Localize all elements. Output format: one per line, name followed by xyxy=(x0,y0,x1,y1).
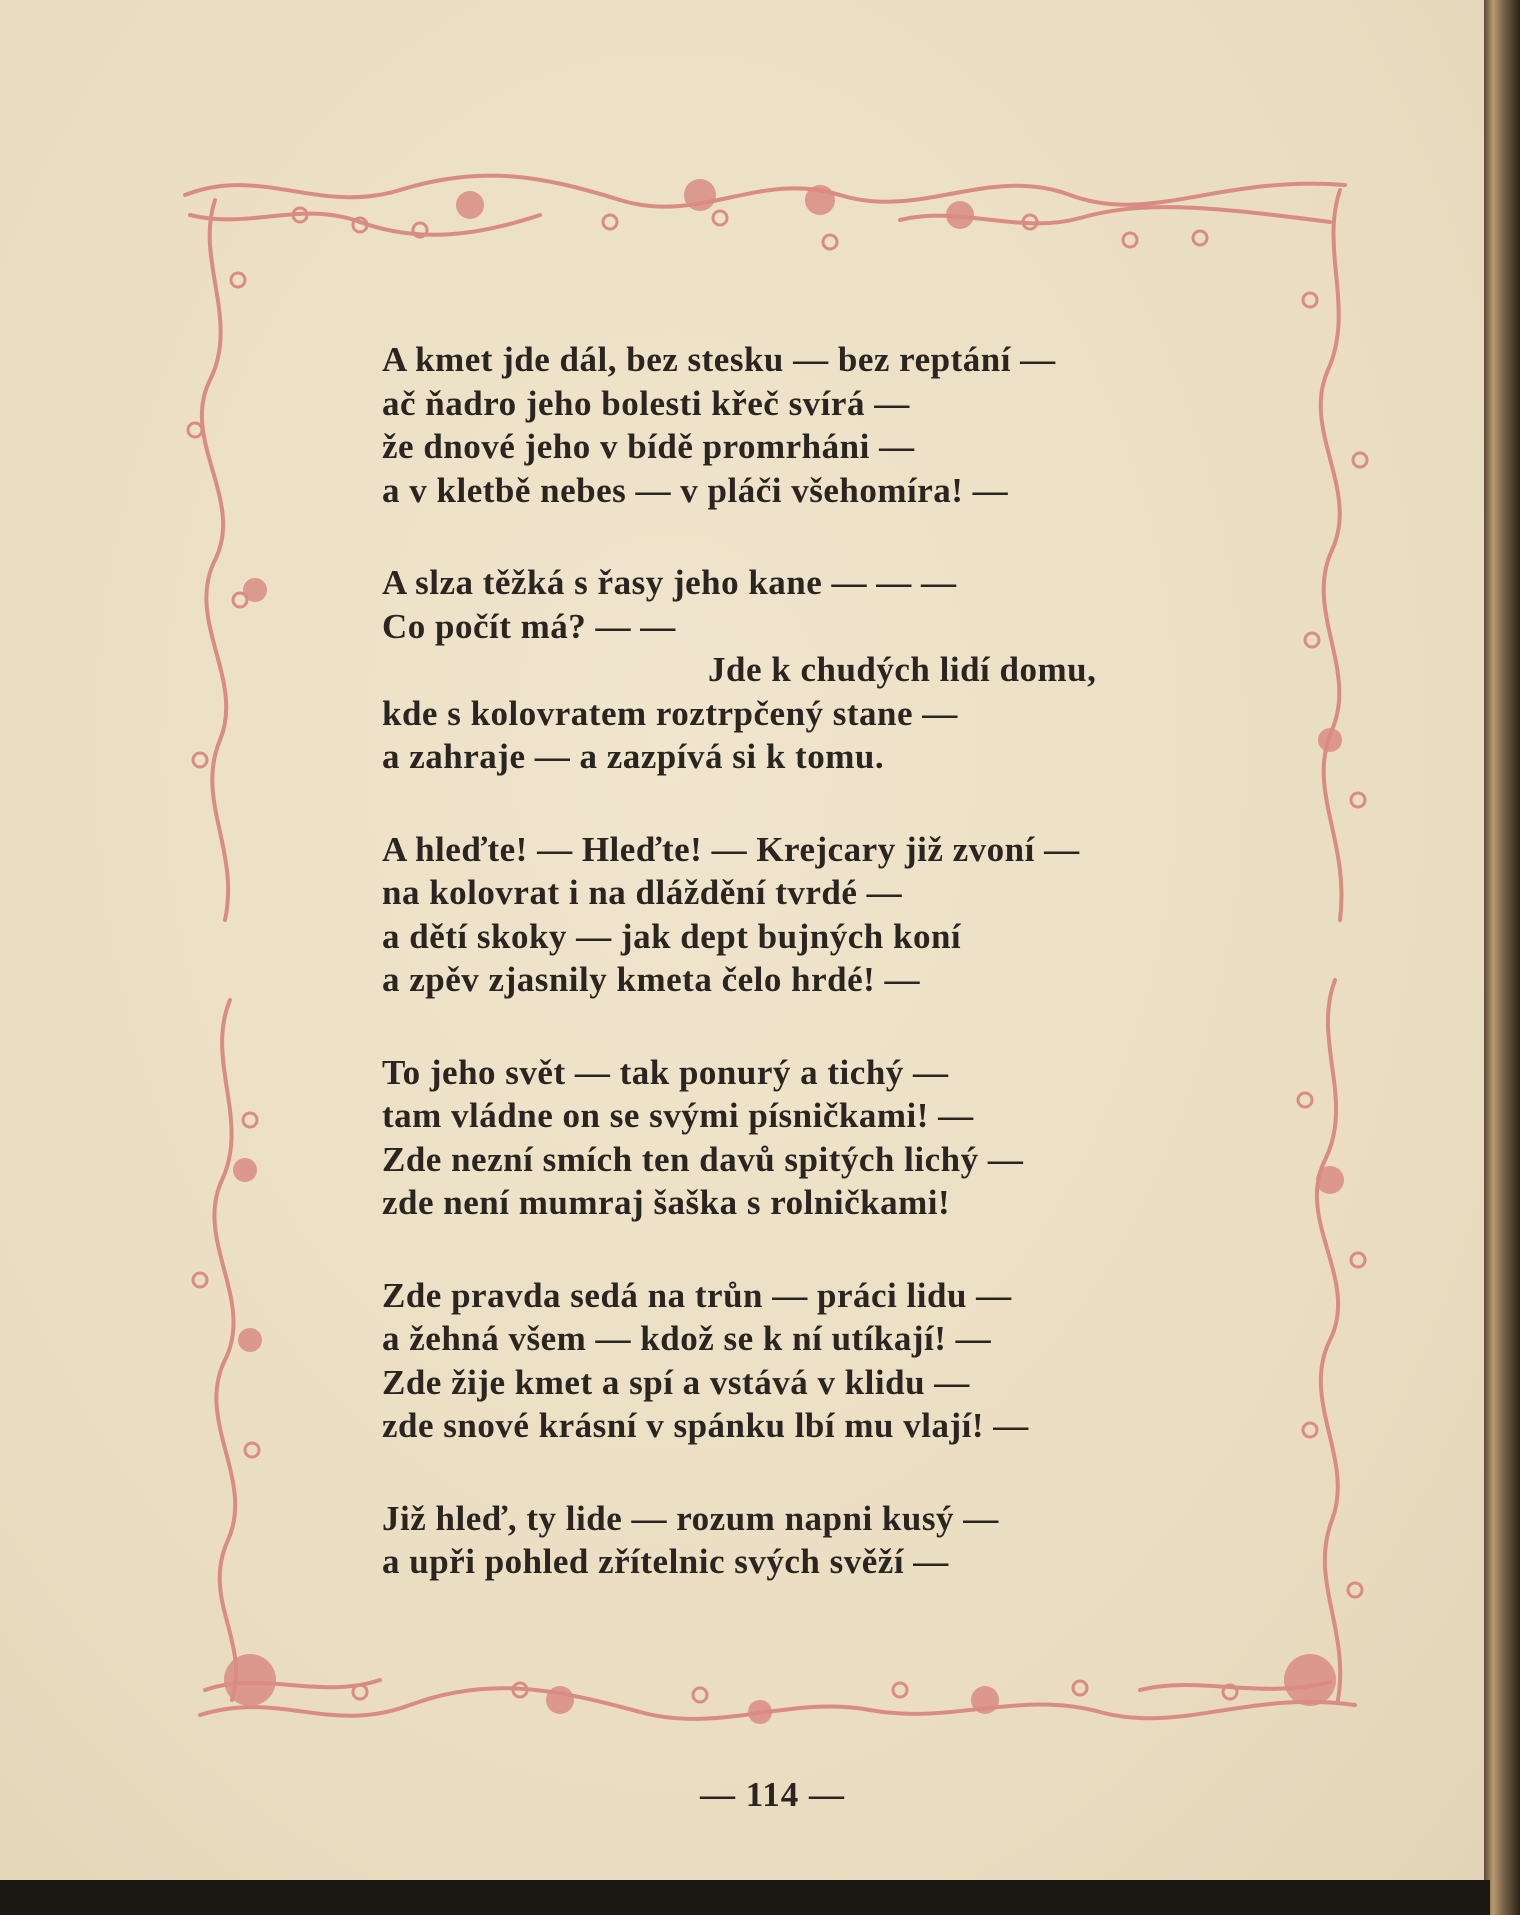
poem-line: A slza těžká s řasy jeho kane — — — xyxy=(382,563,957,602)
poem-line: a dětí skoky — jak dept bujných koní xyxy=(382,916,962,956)
poem-line: že dnové jeho v bídě promrháni — xyxy=(382,427,915,466)
poem-line: a upři pohled zřítelnic svých svěží — xyxy=(382,1542,949,1581)
stanza xyxy=(382,828,1242,1002)
poem-line: Zde žije kmet a spí a vstává v klidu — xyxy=(382,1362,970,1402)
stanza xyxy=(382,1274,1242,1448)
poem-text xyxy=(382,338,1242,1633)
page-number: — 114 — xyxy=(699,1775,846,1814)
poem-line: Již hleď, ty lide — rozum napni kusý — xyxy=(382,1498,999,1538)
poem-line: zde není mumraj šaška s rolničkami! xyxy=(382,1183,951,1222)
poem-line: Zde pravda sedá na trůn — práci lidu — xyxy=(382,1275,1012,1315)
poem-line: a zpěv zjasnily kmeta čelo hrdé! — xyxy=(382,960,921,999)
stanza xyxy=(382,338,1242,512)
poem-line: a žehná všem — kdož se k ní utíkají! — xyxy=(382,1319,992,1358)
poem-line: na kolovrat i na dláždění tvrdé — xyxy=(382,873,903,912)
poem-line: Jde k chudých lidí domu, xyxy=(708,650,1097,689)
poem-line: kde s kolovratem roztrpčený stane — xyxy=(382,693,958,733)
poem-line: ač ňadro jeho bolesti křeč svírá — xyxy=(382,383,910,423)
poem-line: zde snové krásní v spánku lbí mu vlají! — xyxy=(382,1406,1029,1445)
poem-line: A hleďte! — Hleďte! — Krejcary již zvoní — xyxy=(382,829,1080,869)
poem-line: To jeho svět — tak ponurý a tichý — xyxy=(382,1052,949,1092)
poem-line: a v kletbě nebes — v pláči všehomíra! — xyxy=(382,470,1009,510)
poem-line: tam vládne on se svými písničkami! — xyxy=(382,1096,974,1135)
poem-line: A kmet jde dál, bez stesku — bez reptání — xyxy=(382,340,1056,379)
stanza xyxy=(382,1497,1242,1584)
stanza xyxy=(382,561,1242,779)
stanza xyxy=(382,1051,1242,1225)
poem-line: Zde nezní smích ten davů spitých lichý — xyxy=(382,1139,1024,1179)
poem-line: Co počít má? — — xyxy=(382,606,676,646)
poem-line: a zahraje — a zazpívá si k tomu. xyxy=(382,737,885,776)
